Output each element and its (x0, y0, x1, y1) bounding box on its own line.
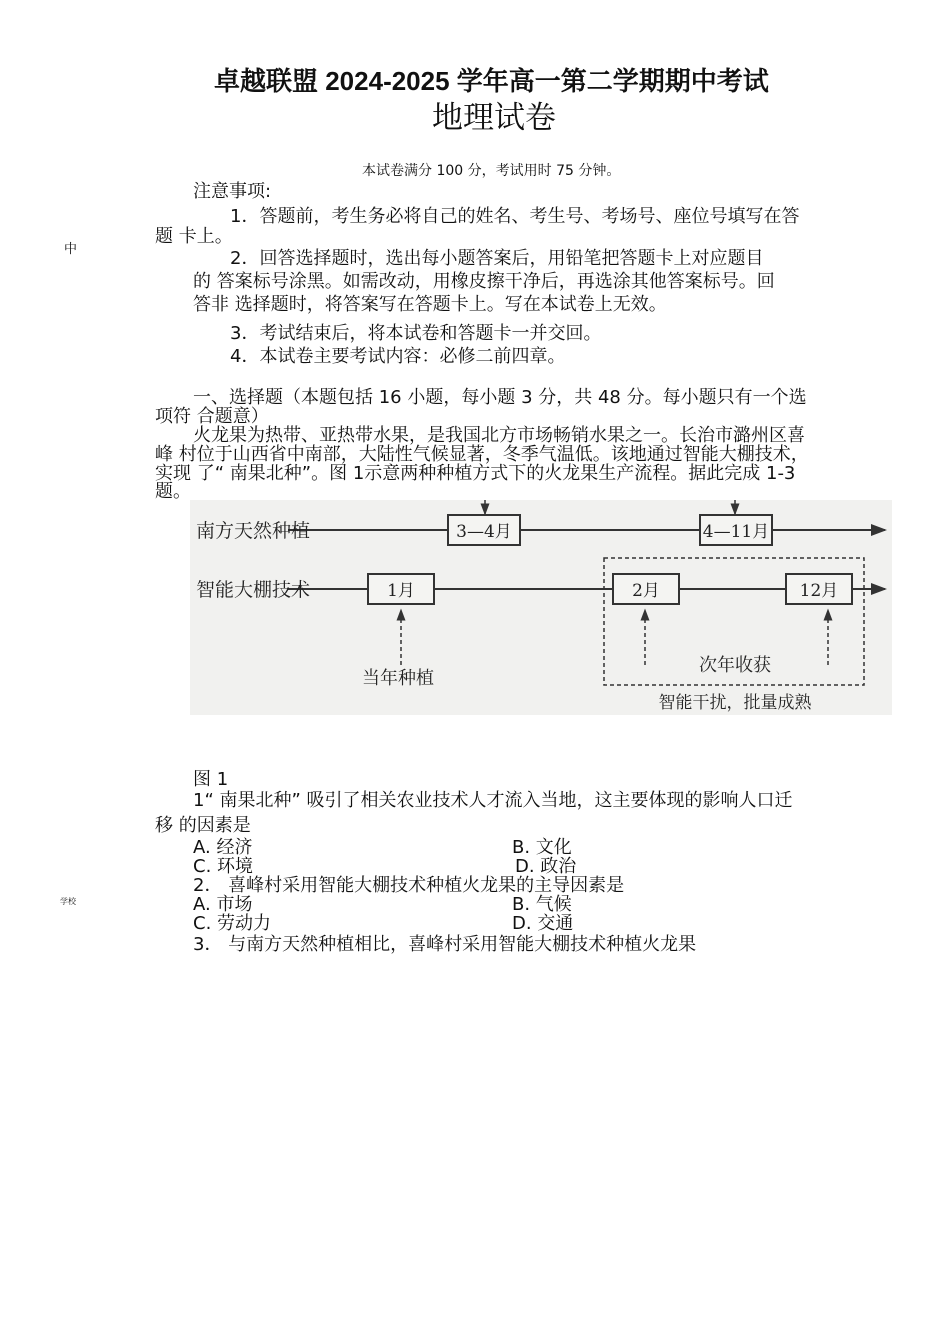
passage-line: 实现 了“ 南果北种”。图 1示意两种种植方式下的火龙果生产流程。据此完成 1-3 (155, 463, 796, 484)
option: B. 文化 (512, 837, 572, 858)
option: C. 环境 (193, 856, 254, 877)
flow-box-label: 4—11月 (702, 522, 770, 542)
exam-subject-title: 地理试卷 (432, 100, 556, 136)
exam-info: 本试卷满分 100 分，考试用时 75 分钟。 (362, 163, 621, 179)
notice-line: 答非 选择题时，将答案写在答题卡上。写在本试卷上无效。 (193, 294, 667, 315)
option: B. 气候 (512, 894, 572, 915)
notice-line: 4．本试卷主要考试内容：必修二前四章。 (230, 346, 566, 367)
production-flow-diagram (190, 500, 892, 715)
notice-line: 题 卡上。 (155, 226, 233, 247)
passage-line: 峰 村位于山西省中南部，大陆性气候显著，冬季气温低。该地通过智能大棚技术， (155, 444, 809, 465)
flow-box-label: 3—4月 (456, 522, 512, 542)
passage-line: 火龙果为热带、亚热带水果，是我国北方市场畅销水果之一。长治市潞州区喜 (193, 425, 805, 446)
option: A. 经济 (193, 837, 253, 858)
section-heading-cont: 项符 合题意） (155, 406, 269, 427)
question-stem: 2． 喜峰村采用智能大棚技术种植火龙果的主导因素是 (193, 875, 625, 896)
passage-line: 题。 (155, 481, 191, 502)
figure-caption: 图 1 (193, 769, 229, 790)
question-stem: 3． 与南方天然种植相比，喜峰村采用智能大棚技术种植火龙果 (193, 934, 697, 955)
notice-line: 1．答题前，考生务必将自己的姓名、考生号、考场号、座位号填写在答 (230, 206, 800, 227)
group-note: 智能干扰，批量成熟 (658, 693, 812, 713)
exam-title: 卓越联盟 2024-2025 学年高一第二学期期中考试 (214, 66, 769, 96)
flow-box-label: 12月 (799, 581, 839, 601)
notice-line: 的 答案标号涂黑。如需改动，用橡皮擦干净后，再选涂其他答案标号。回 (193, 271, 775, 292)
section-heading: 一、选择题（本题包括 16 小题，每小题 3 分，共 48 分。每小题只有一个选 (193, 387, 807, 408)
row-label-greenhouse: 智能大棚技术 (196, 579, 311, 601)
margin-mark: 中 (64, 242, 78, 257)
notice-line: 2．回答选择题时，选出每小题答案后，用铅笔把答题卡上对应题目 (230, 248, 764, 269)
question-stem-cont: 移 的因素是 (155, 815, 251, 836)
option: D. 交通 (512, 913, 574, 934)
notice-line: 3．考试结束后，将本试卷和答题卡一并交回。 (230, 323, 602, 344)
margin-mark: 学校 (60, 897, 76, 906)
plant-note: 当年种植 (362, 668, 434, 689)
option: C. 劳动力 (193, 913, 272, 934)
question-stem: 1“ 南果北种” 吸引了相关农业技术人才流入当地，这主要体现的影响人口迁 (193, 790, 793, 811)
option: A. 市场 (193, 894, 253, 915)
flow-box-label: 2月 (632, 581, 660, 601)
flow-box-label: 1月 (387, 581, 415, 601)
row-label-natural: 南方天然种植 (196, 520, 311, 542)
option: D. 政治 (515, 856, 577, 877)
notice-heading: 注意事项: (193, 181, 272, 202)
harvest-note: 次年收获 (699, 655, 771, 676)
